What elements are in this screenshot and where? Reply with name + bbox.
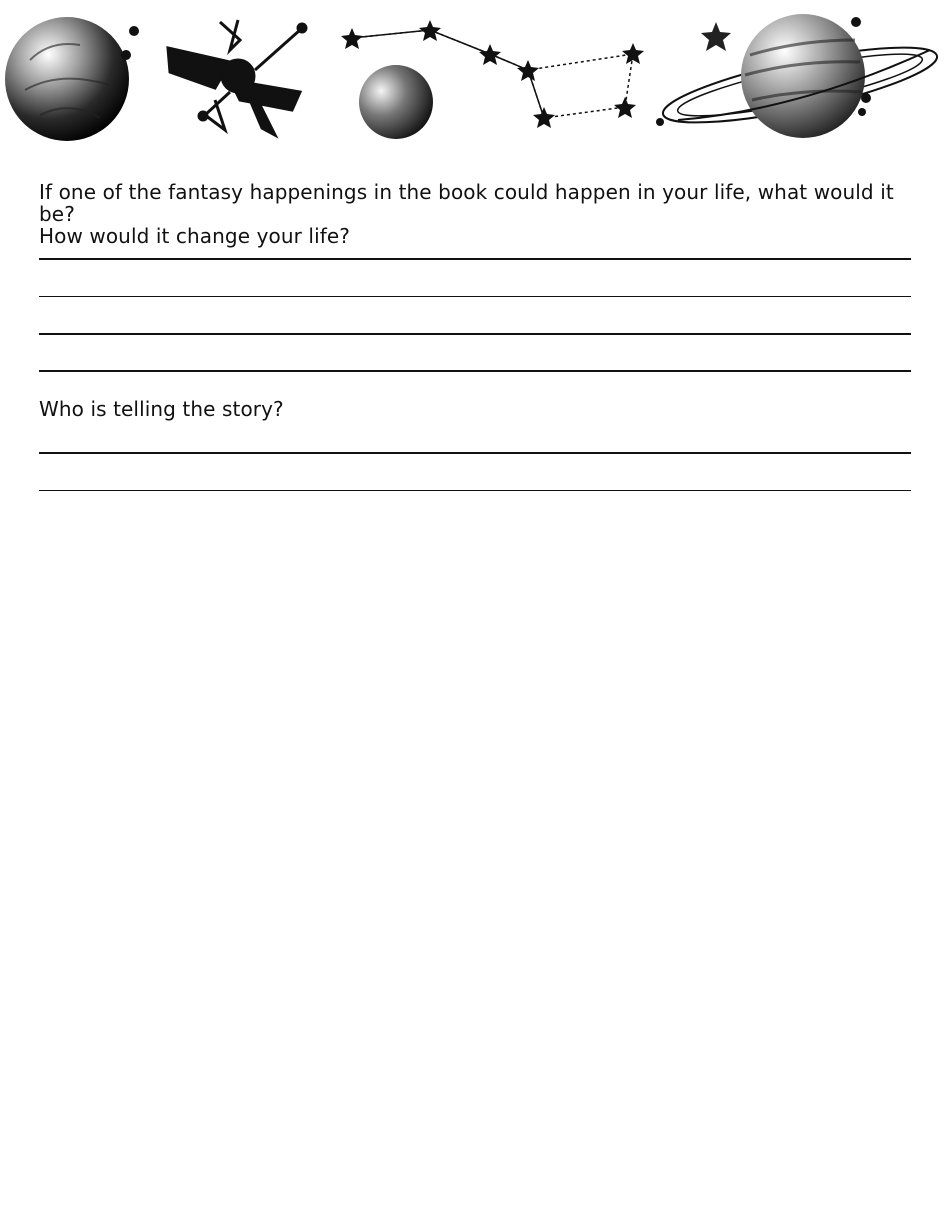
question-narrator	[39, 398, 919, 420]
answer-line[interactable]	[39, 452, 911, 454]
satellite-icon	[168, 20, 306, 135]
small-planet-icon	[359, 65, 433, 139]
moon-icon	[5, 17, 139, 141]
question-line: If one of the fantasy happenings in the book could happen in your life, what would it be?	[39, 180, 894, 226]
answer-line[interactable]	[39, 258, 911, 260]
answer-line[interactable]	[39, 296, 911, 297]
answer-line[interactable]	[39, 333, 911, 335]
question-line: Who is telling the story?	[39, 397, 284, 421]
answer-line[interactable]	[39, 490, 911, 491]
ringed-planet-icon	[656, 14, 942, 138]
question-line: How would it change your life?	[39, 224, 350, 248]
star-icon	[701, 22, 731, 51]
question-fantasy-happening	[39, 181, 919, 247]
space-banner	[0, 0, 950, 155]
answer-line[interactable]	[39, 370, 911, 372]
